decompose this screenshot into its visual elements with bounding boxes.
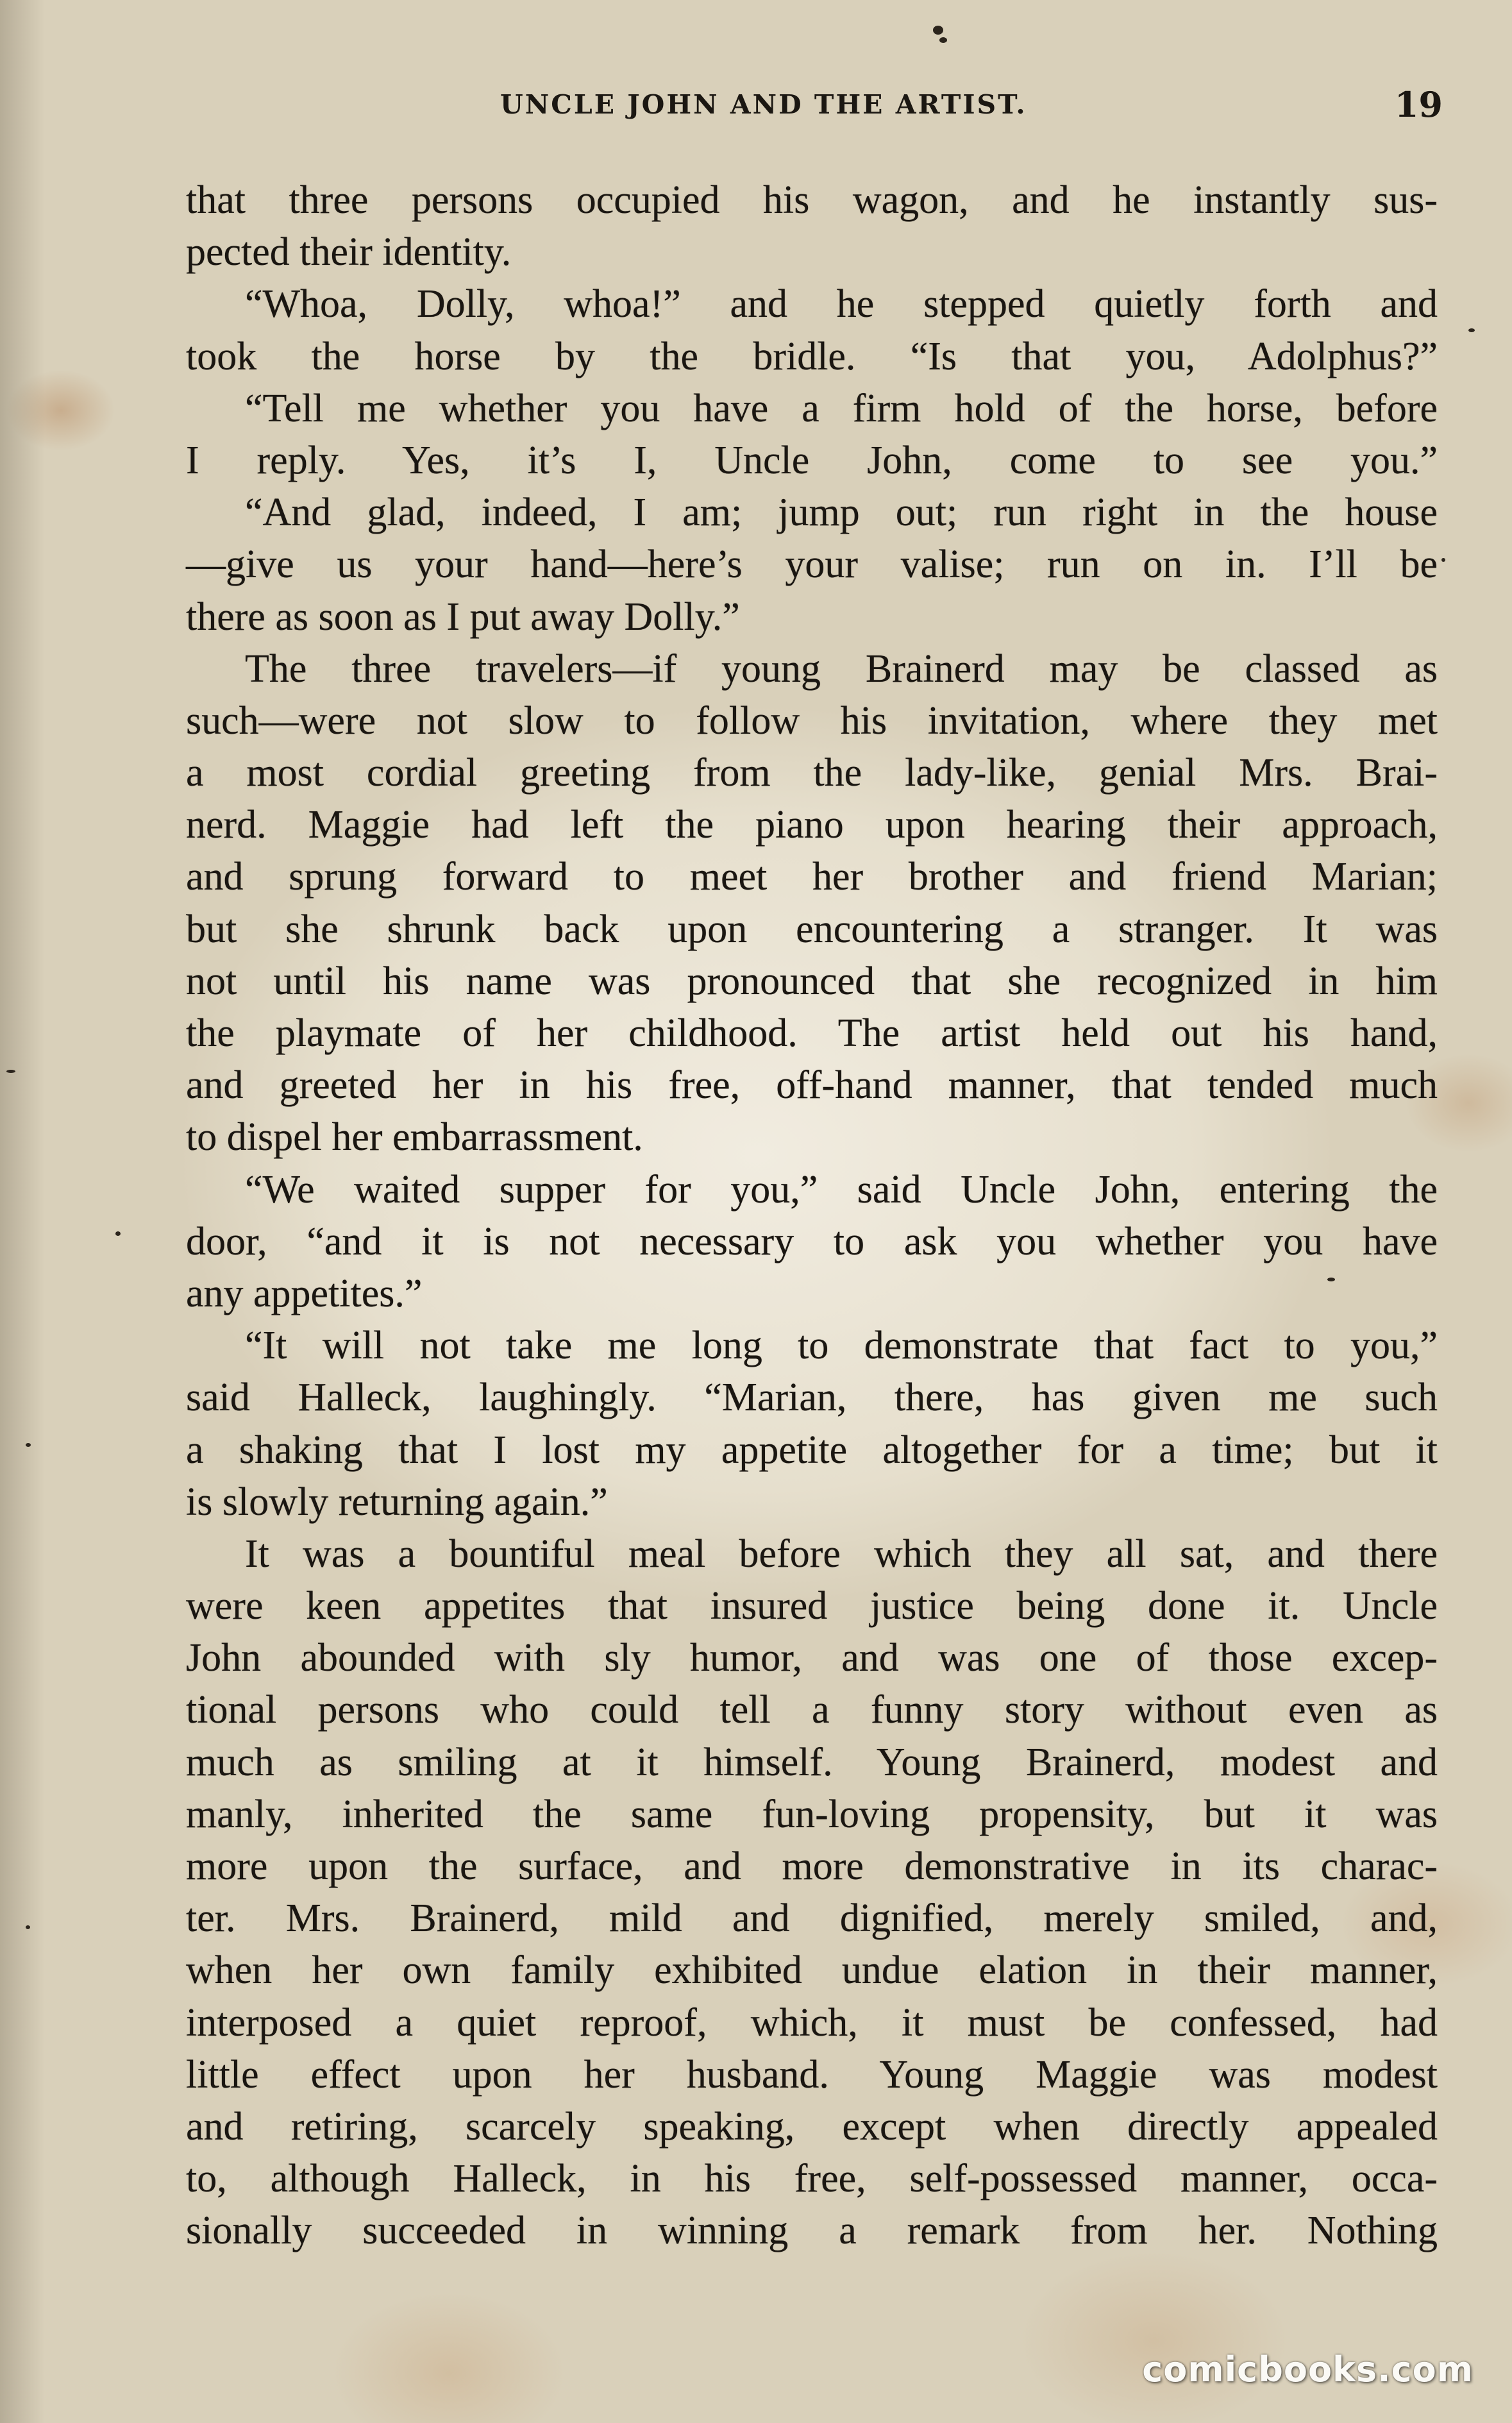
text-line: I reply. Yes, it’s I, Uncle John, come to see you.” — [186, 438, 1438, 482]
text-line: sionally succeeded in winning a remark from her. Nothing — [186, 2209, 1438, 2253]
text-line: “Tell me whether you have a firm hold of the horse, before — [245, 386, 1438, 430]
ink-speck — [939, 37, 947, 43]
text-line: such—were not slow to follow his invitation, where they met — [186, 698, 1438, 743]
text-line: a most cordial greeting from the lady-like, genial Mrs. Brai- — [186, 751, 1438, 795]
text-line: took the horse by the bridle. “Is that you, Adolphus?” — [186, 334, 1438, 378]
page-header — [186, 84, 1443, 125]
text-line: and sprung forward to meet her brother and friend Marian; — [186, 855, 1438, 899]
watermark: comicbooks.com — [1142, 2349, 1474, 2390]
binding-shadow — [0, 0, 45, 2423]
text-line: to, although Halleck, in his free, self-possessed manner, occa- — [186, 2157, 1438, 2201]
text-line: It was a bountiful meal before which they all sat, and there — [245, 1532, 1438, 1576]
ink-speck — [1441, 558, 1445, 562]
text-line: when her own family exhibited undue elation in their manner, — [186, 1948, 1438, 1993]
text-line: tional persons who could tell a funny story without even as — [186, 1688, 1438, 1732]
running-head: UNCLE JOHN AND THE ARTIST. — [500, 89, 1027, 120]
text-line: interposed a quiet reproof, which, it must be confessed, had — [186, 2000, 1438, 2045]
text-line: to dispel her embarrassment. — [186, 1115, 643, 1160]
text-line: but she shrunk back upon encountering a stranger. It was — [186, 907, 1438, 951]
text-line: and greeted her in his free, off-hand manner, that tended much — [186, 1063, 1438, 1108]
text-line: said Halleck, laughingly. “Marian, there, has given me such — [186, 1376, 1438, 1420]
text-line: “And glad, indeed, I am; jump out; run right in the house — [245, 491, 1438, 535]
text-line: nerd. Maggie had left the piano upon hearing their approach, — [186, 803, 1438, 847]
ink-speck — [115, 1231, 121, 1236]
text-line: “We waited supper for you,” said Uncle John, entering the — [245, 1167, 1438, 1212]
text-line: “Whoa, Dolly, whoa!” and he stepped quietly forth and — [245, 282, 1438, 326]
text-line: there as soon as I put away Dolly.” — [186, 595, 740, 639]
text-line: manly, inherited the same fun-loving propensity, but it was — [186, 1792, 1438, 1836]
text-line: door, “and it is not necessary to ask you whether you have — [186, 1219, 1438, 1263]
text-line: more upon the surface, and more demonstrative in its charac- — [186, 1845, 1438, 1888]
text-line: much as smiling at it himself. Young Brainerd, modest and — [186, 1740, 1438, 1784]
ink-speck — [26, 1443, 31, 1447]
text-line: and retiring, scarcely speaking, except when directly appealed — [186, 2104, 1438, 2149]
text-line: ter. Mrs. Brainerd, mild and dignified, merely smiled, and, — [186, 1896, 1438, 1941]
text-line: the playmate of her childhood. The artist held out his hand, — [186, 1011, 1438, 1055]
text-line: not until his name was pronounced that she recognized in him — [186, 959, 1438, 1003]
page-number: 19 — [1394, 84, 1443, 125]
text-line: —give us your hand—here’s your valise; run on in. I’ll be — [186, 543, 1438, 587]
ink-speck — [933, 26, 943, 35]
text-line: were keen appetites that insured justice being done it. Uncle — [186, 1584, 1438, 1628]
text-line: little effect upon her husband. Young Maggie was modest — [186, 2052, 1438, 2097]
body-text — [186, 174, 1438, 2258]
text-line: that three persons occupied his wagon, and he instantly sus- — [186, 178, 1438, 222]
ink-speck — [1468, 328, 1475, 332]
text-line: is slowly returning again.” — [186, 1480, 608, 1524]
ink-speck — [6, 1070, 15, 1073]
text-line: John abounded with sly humor, and was one of those excep- — [186, 1636, 1438, 1680]
text-line: pected their identity. — [186, 230, 512, 274]
text-line: any appetites.” — [186, 1271, 423, 1315]
ink-speck — [26, 1925, 30, 1929]
text-line: The three travelers—if young Brainerd may be classed as — [245, 646, 1438, 691]
text-line: a shaking that I lost my appetite altogether for a time; but it — [186, 1428, 1438, 1472]
text-line: “It will not take me long to demonstrate that fact to you,” — [245, 1324, 1438, 1368]
